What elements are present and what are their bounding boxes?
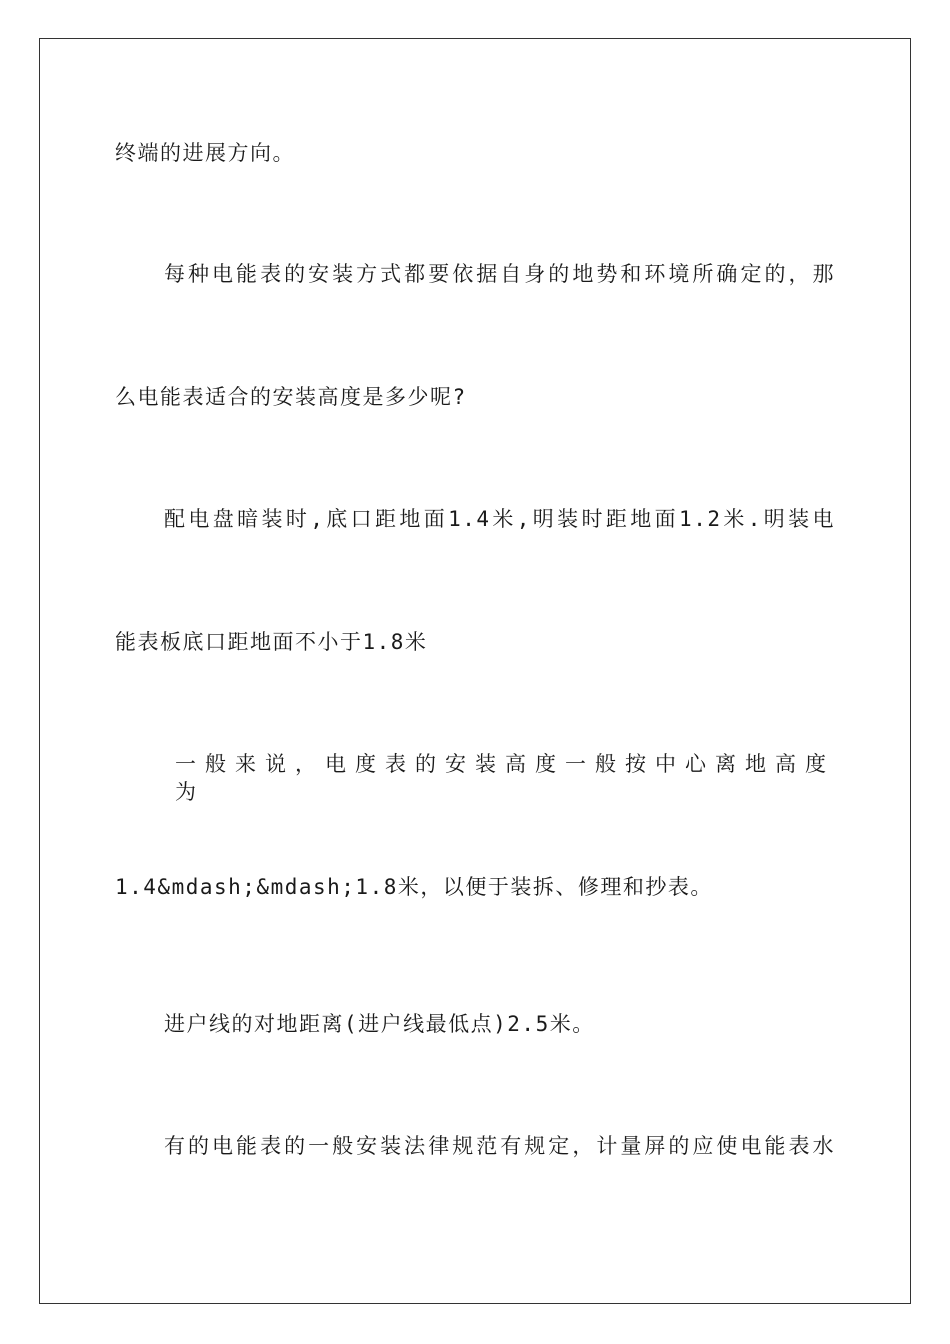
text-line-6: 一般来说，电度表的安装高度一般按中心离地高度为 bbox=[175, 752, 835, 804]
text-line-4: 配电盘暗装时,底口距地面1.4米,明装时距地面1.2米.明装电 bbox=[164, 507, 835, 531]
text-line-3: 么电能表适合的安装高度是多少呢? bbox=[115, 385, 467, 409]
page-border bbox=[39, 38, 911, 1304]
text-line-1: 终端的进展方向。 bbox=[115, 141, 295, 165]
text-line-7: 1.4&mdash;&mdash;1.8米，以便于装拆、修理和抄表。 bbox=[115, 875, 713, 899]
text-line-9: 有的电能表的一般安装法律规范有规定，计量屏的应使电能表水 bbox=[164, 1134, 835, 1158]
text-line-5: 能表板底口距地面不小于1.8米 bbox=[115, 630, 428, 654]
text-line-8: 进户线的对地距离(进户线最低点)2.5米。 bbox=[164, 1012, 595, 1036]
text-line-2: 每种电能表的安装方式都要依据自身的地势和环境所确定的，那 bbox=[164, 262, 835, 286]
